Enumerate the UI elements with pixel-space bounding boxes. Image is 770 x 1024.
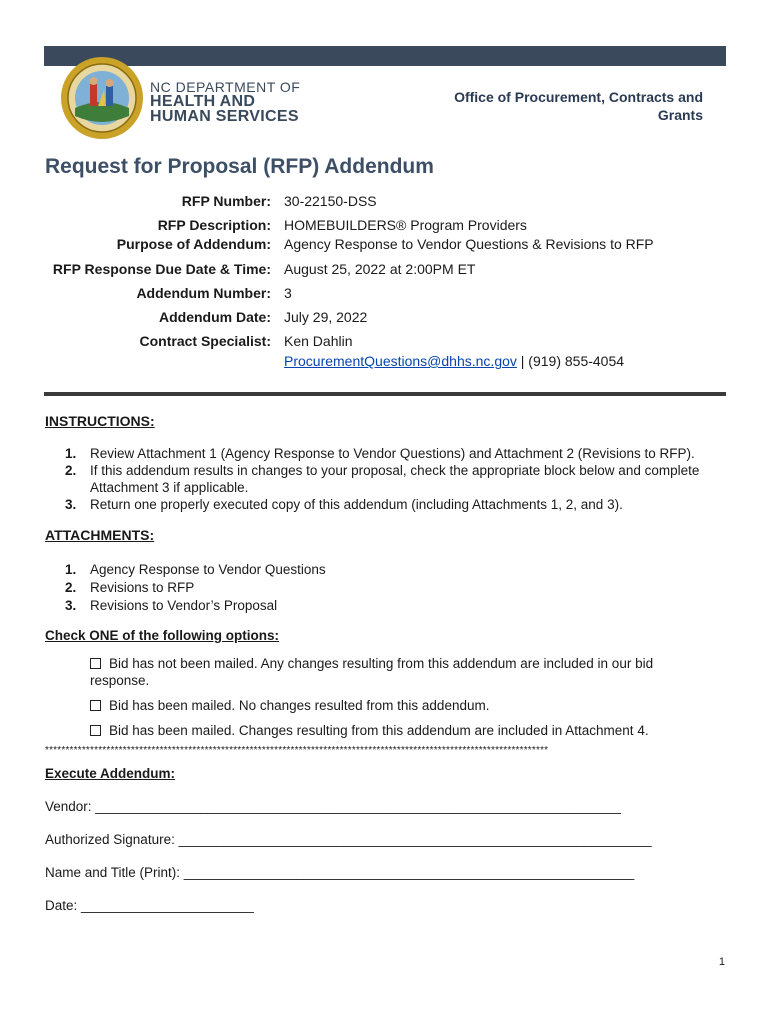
list-number: 1. [65,562,77,577]
purpose-label: Purpose of Addendum: [116,236,271,252]
list-text: Revisions to RFP [90,580,195,595]
office-line-1: Office of Procurement, Contracts and [454,89,703,105]
addendum-number-value: 3 [284,285,292,301]
rfp-number-value: 30-22150-DSS [284,193,377,209]
list-text: Review Attachment 1 (Agency Response to Vendor Questions) and Attachment 2 (Revisions to RFP). [90,446,695,461]
procurement-email-link[interactable]: ProcurementQuestions@dhhs.nc.gov [284,353,517,369]
option-text: Bid has been mailed. Changes resulting from this addendum are included in Attachment 4. [109,723,649,738]
list-item [65,597,326,615]
asterisk-separator: *************************************************************************************************************************** [45,745,549,756]
list-text: If this addendum results in changes to your proposal, check the appropriate block below and complete Attachment 3 if applicable. [90,463,700,495]
instructions-list [65,445,725,513]
addendum-number-label: Addendum Number: [136,285,271,301]
list-text: Revisions to Vendor’s Proposal [90,598,278,613]
dept-line-2: HEALTH AND [150,93,256,110]
list-item [65,462,725,496]
header-bar [44,46,726,66]
section-divider [44,392,726,396]
rfp-description-label: RFP Description: [157,217,271,233]
list-text: Return one properly executed copy of this addendum (including Attachments 1, 2, and 3). [90,497,623,512]
checkbox[interactable] [90,700,101,711]
list-text: Agency Response to Vendor Questions [90,562,326,577]
list-item [65,561,326,579]
list-number: 2. [65,580,77,595]
attachments-heading: ATTACHMENTS: [45,527,155,543]
list-item [65,496,725,513]
contact-line [284,352,624,371]
contract-specialist-name: Ken Dahlin [284,333,353,349]
list-number: 3. [65,598,77,613]
page-number: 1 [718,956,725,968]
name-title-field[interactable]: Name and Title (Print): ____________________________________________________________ [45,865,635,880]
office-line-2: Grants [657,107,703,123]
option-text: Bid has not been mailed. Any changes resulting from this addendum are included in our bid response. [90,656,654,688]
department-wordmark [150,80,300,124]
checkbox[interactable] [90,725,101,736]
nc-state-seal-icon [60,56,144,140]
due-date-label: RFP Response Due Date & Time: [52,261,271,277]
list-item [65,579,326,597]
dept-line-3: HUMAN SERVICES [150,108,299,125]
dept-line-1: NC DEPARTMENT OF [150,79,301,95]
rfp-number-label: RFP Number: [181,193,271,209]
list-item [65,445,725,462]
authorized-signature-field[interactable]: Authorized Signature: _______________________________________________________________ [45,832,652,847]
page-title: Request for Proposal (RFP) Addendum [45,155,434,178]
contract-specialist-label: Contract Specialist: [139,333,271,349]
purpose-value: Agency Response to Vendor Questions & Revisions to RFP [284,236,654,252]
list-number: 2. [65,463,77,478]
date-field[interactable]: Date: _______________________ [45,898,254,913]
attachments-list [65,561,326,615]
addendum-date-value: July 29, 2022 [284,309,368,325]
list-number: 3. [65,497,77,512]
list-number: 1. [65,446,77,461]
rfp-description-value: HOMEBUILDERS® Program Providers [284,217,527,233]
office-name [383,88,703,124]
contact-phone: | (919) 855-4054 [516,353,625,369]
option-text: Bid has been mailed. No changes resulted from this addendum. [109,698,490,713]
due-date-value: August 25, 2022 at 2:00PM ET [284,261,476,277]
addendum-date-label: Addendum Date: [159,309,271,325]
instructions-heading: INSTRUCTIONS: [45,413,155,429]
option-not-mailed [90,655,700,689]
execute-heading: Execute Addendum: [45,766,176,781]
vendor-field[interactable]: Vendor: ______________________________________________________________________ [45,799,621,814]
option-mailed-with-changes [90,722,700,739]
option-mailed-no-changes [90,697,700,714]
checkbox[interactable] [90,658,101,669]
options-heading: Check ONE of the following options: [45,628,279,643]
